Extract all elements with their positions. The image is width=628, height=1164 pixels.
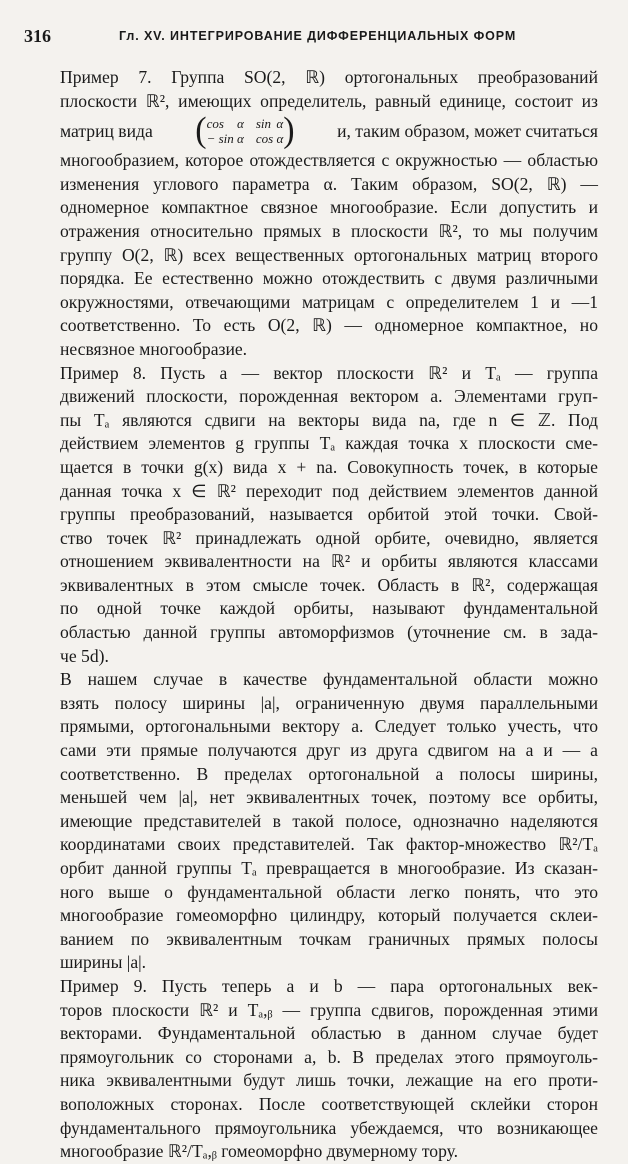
text-line: движений плоскости, порожденная вектором a. Элементами груп-	[60, 386, 598, 407]
text-line: прямоугольник со сторонами a, b. В пределах этого прямоуголь-	[60, 1046, 598, 1067]
rotation-matrix: ( cos α sin α − sin α cos α )	[195, 111, 295, 151]
text-line: фундаментального прямоугольника убеждаемся, что возникающее	[60, 1117, 598, 1138]
text-line: воположных сторонах. После соответствующей склейки сторон	[60, 1093, 598, 1114]
text-line: многообразие ℝ²/Tₐ,ᵦ гомеоморфно двумерному тору.	[60, 1141, 459, 1162]
paragraph-example-7	[60, 66, 598, 362]
text-line: окружностями, отвечающими матрицам с определителем 1 и —1	[60, 291, 598, 312]
matrix-cell: sin α	[255, 116, 284, 132]
text-line: ного выше о фундаментальной области легко понять, что это	[60, 881, 598, 902]
text-line: В нашем случае в качестве фундаментальной области можно	[60, 669, 598, 690]
text-fragment: и, таким образом, может считаться	[337, 121, 598, 142]
text-line: щается в точки g(x) вида x + na. Совокупность точек, в которые	[60, 456, 598, 477]
text-line: Пример 8. Пусть a — вектор плоскости ℝ² и Tₐ — группа	[60, 362, 598, 383]
text-line: эквивалентных в этом смысле точек. Область в ℝ², содержащая	[60, 574, 598, 595]
text-line: многообразием, которое отождествляется с окружностью — областью	[60, 150, 598, 171]
paragraph-fundamental-domain	[60, 668, 598, 975]
text-line: соответственно. В пределах ортогональной a полосы ширины,	[60, 763, 598, 784]
text-line: координатами своих представителей. Так фактор-множество ℝ²/Tₐ	[60, 834, 598, 855]
text-line: векторами. Фундаментальной областью в данном случае будет	[60, 1023, 598, 1044]
matrix-cell: − sin α	[206, 131, 244, 147]
text-line: несвязное многообразие.	[60, 338, 248, 359]
text-line: ванием по эквивалентным точкам граничных прямых полосы	[60, 928, 598, 949]
matrix-line	[60, 113, 598, 149]
text-line: орбит данной группы Tₐ превращается в многообразие. Из сказан-	[60, 858, 598, 878]
text-line: группу O(2, ℝ) всех вещественных ортогональных матриц второго	[60, 244, 598, 265]
text-line: областью данной группы автоморфизмов (уточнение см. в зада-	[60, 622, 598, 643]
text-line: группы преобразований, называется орбитой этой точки. Свой-	[60, 504, 598, 525]
paragraph-example-9	[60, 975, 598, 1164]
text-fragment: матриц вида	[60, 121, 153, 142]
text-line: изменения углового параметра α. Таким образом, SO(2, ℝ) —	[60, 173, 598, 194]
text-line: плоскости ℝ², имеющих определитель, равный единице, состоит из	[60, 90, 598, 111]
text-line: ство точек ℝ² принадлежать одной орбите, очевидно, является	[60, 527, 598, 548]
text-line: данная точка x ∈ ℝ² переходит под действием элементов данной	[60, 480, 598, 501]
text-line: пы Tₐ являются сдвиги на векторы вида na, где n ∈ ℤ. Под	[60, 409, 598, 430]
text-line: порядка. Ее естественно можно отождествить с двумя различными	[60, 268, 598, 289]
page-header	[24, 26, 604, 50]
text-line: по одной точке каждой орбиты, называют фундаментальной	[60, 598, 598, 619]
text-line: че 5d).	[60, 645, 109, 666]
running-title: Гл. XV. ИНТЕГРИРОВАНИЕ ДИФФЕРЕНЦИАЛЬНЫХ ФОРМ	[119, 29, 517, 43]
text-line: одномерное компактное связное многообразие. Если допустить и	[60, 197, 598, 218]
text-line: Пример 7. Группа SO(2, ℝ) ортогональных преобразований	[60, 67, 598, 87]
text-line: ника эквивалентными будут лишь точки, лежащие на его проти-	[60, 1070, 598, 1091]
text-line: соответственно. То есть O(2, ℝ) — одномерное компактное, но	[60, 315, 598, 336]
text-line: прямыми, ортогональными вектору a. Следует только учесть, что	[60, 716, 598, 737]
text-line: сами эти прямые получаются друг из друга сдвигом на a и — a	[60, 740, 598, 761]
text-line: Пример 9. Пусть теперь a и b — пара ортогональных век-	[60, 975, 598, 996]
matrix-cell: cos α	[206, 116, 244, 132]
text-line: торов плоскости ℝ² и Tₐ,ᵦ — группа сдвигов, порожденная этими	[60, 999, 598, 1020]
text-line: отражения относительно прямых в плоскости ℝ², то мы получим	[60, 220, 598, 241]
text-line: ширины |a|.	[60, 952, 147, 973]
text-line: имеющие представителей в такой полосе, однозначно наделяются	[60, 810, 598, 831]
text-line: отношением эквивалентности на ℝ² и орбиты являются классами	[60, 551, 598, 572]
text-line: многообразие гомеоморфно цилиндру, который получается склеи-	[60, 905, 598, 926]
text-line: действием элементов g группы Tₐ каждая точка x плоскости сме-	[60, 433, 598, 454]
text-line: меньшей чем |a|, нет эквивалентных точек, поэтому все орбиты,	[60, 787, 598, 808]
page-number: 316	[24, 26, 51, 46]
text-line: взять полосу ширины |a|, ограниченную двумя параллельными	[60, 692, 598, 713]
paragraph-example-8	[60, 362, 598, 669]
matrix-cell: cos α	[255, 131, 284, 147]
page-body	[60, 66, 598, 1164]
